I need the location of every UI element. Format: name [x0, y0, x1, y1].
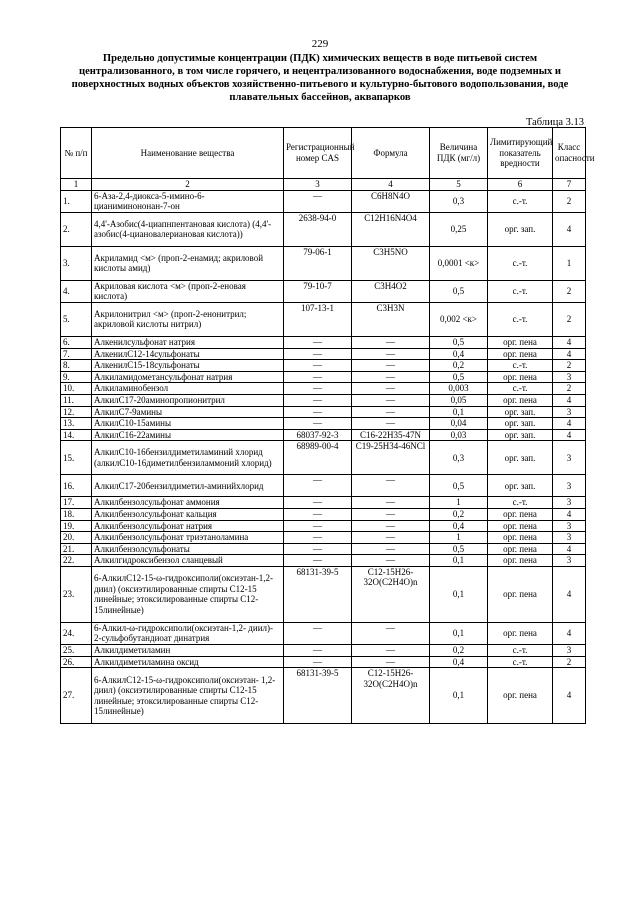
table-row	[61, 429, 586, 441]
column-number: 1	[61, 179, 92, 191]
pdk-value: 0,2	[430, 508, 488, 520]
substance-name: 6-Аза-2,4-диокса-5-имино-6-цианиминононан-7-он	[92, 190, 284, 212]
row-number: 14.	[61, 429, 92, 441]
limiting-indicator: орг. пена	[488, 566, 553, 622]
header-pdk: Величина ПДК (мг/л)	[430, 128, 488, 179]
chemical-formula: C6H8N4O	[352, 190, 430, 212]
pdk-value: 1	[430, 497, 488, 509]
column-number: 4	[352, 179, 430, 191]
row-number: 6.	[61, 336, 92, 348]
pdk-value: 0,5	[430, 371, 488, 383]
chemical-formula: C12-15H26-32O(C2H4O)n	[352, 668, 430, 724]
table-row	[61, 406, 586, 418]
cas-number: —	[284, 336, 352, 348]
cas-number: 68131-39-5	[284, 668, 352, 724]
hazard-class: 2	[553, 656, 586, 668]
substance-name: АлкилС17-20аминопропионитрил	[92, 394, 284, 406]
limiting-indicator: орг. пена	[488, 543, 553, 555]
header-formula: Формула	[352, 128, 430, 179]
cas-number: 79-06-1	[284, 246, 352, 280]
substance-name: Алкилгидроксибензол сланцевый	[92, 555, 284, 567]
header-num: № п/п	[61, 128, 92, 179]
chemical-formula: —	[352, 532, 430, 544]
pdk-value: 0,0001 <к>	[430, 246, 488, 280]
limiting-indicator: орг. зап.	[488, 429, 553, 441]
substance-name: Алкилдиметиламина оксид	[92, 656, 284, 668]
row-number: 21.	[61, 543, 92, 555]
table-row	[61, 656, 586, 668]
cas-number: —	[284, 645, 352, 657]
pdk-value: 0,002 <к>	[430, 302, 488, 336]
pdk-value: 0,5	[430, 543, 488, 555]
chemical-formula: —	[352, 336, 430, 348]
header-cas: Регистрационный номер CAS	[284, 128, 352, 179]
row-number: 15.	[61, 441, 92, 475]
substance-name: Акриламид <м> (проп-2-енамид; акриловой кислоты амид)	[92, 246, 284, 280]
chemical-formula: C19-25H34-46NCl	[352, 441, 430, 475]
table-row	[61, 566, 586, 622]
limiting-indicator: с.-т.	[488, 497, 553, 509]
substance-name: Алкиламинобензол	[92, 383, 284, 395]
row-number: 5.	[61, 302, 92, 336]
row-number: 27.	[61, 668, 92, 724]
row-number: 3.	[61, 246, 92, 280]
substance-name: Алкилбензолсульфонат кальция	[92, 508, 284, 520]
hazard-class: 4	[553, 668, 586, 724]
table-row	[61, 302, 586, 336]
limiting-indicator: с.-т.	[488, 645, 553, 657]
cas-number: 79-10-7	[284, 280, 352, 302]
chemical-formula: —	[352, 406, 430, 418]
pdk-value: 0,1	[430, 622, 488, 644]
substance-name: 6-Алкил-ω-гидроксиполи(оксиэтан-1,2- диил)- 2-сульфобутандиоат динатрия	[92, 622, 284, 644]
substance-name: Алкиламидометансульфонат натрия	[92, 371, 284, 383]
row-number: 7.	[61, 348, 92, 360]
hazard-class: 4	[553, 348, 586, 360]
row-number: 25.	[61, 645, 92, 657]
substance-name: АлкилС16-22амины	[92, 429, 284, 441]
hazard-class: 2	[553, 302, 586, 336]
header-limit: Лимитирующий показатель вредности	[488, 128, 553, 179]
substance-name: АлкилС17-20бензилдиметил-аминийхлорид	[92, 475, 284, 497]
chemical-formula: —	[352, 543, 430, 555]
substance-name: 6-АлкилС12-15-ω-гидроксиполи(оксиэтан- 1,2-диил) (оксиэтилированные спирты С12-15 линейные; этоксилированные спирты С12-15линейные)	[92, 668, 284, 724]
row-number: 17.	[61, 497, 92, 509]
limiting-indicator: орг. пена	[488, 371, 553, 383]
limiting-indicator: орг. зап.	[488, 406, 553, 418]
chemical-formula: —	[352, 383, 430, 395]
row-number: 2.	[61, 212, 92, 246]
header-class: Класс опасности	[553, 128, 586, 179]
pdk-value: 0,1	[430, 668, 488, 724]
table-row	[61, 280, 586, 302]
cas-number: —	[284, 383, 352, 395]
chemical-formula: —	[352, 656, 430, 668]
cas-number: —	[284, 418, 352, 430]
hazard-class: 3	[553, 371, 586, 383]
limiting-indicator: с.-т.	[488, 246, 553, 280]
limiting-indicator: орг. пена	[488, 622, 553, 644]
substance-name: Алкенилсульфонат натрия	[92, 336, 284, 348]
table-label: Таблица 3.13	[525, 117, 584, 128]
substance-name: АлкилС10-15амины	[92, 418, 284, 430]
hazard-class: 4	[553, 394, 586, 406]
table-row	[61, 190, 586, 212]
hazard-class: 4	[553, 212, 586, 246]
limiting-indicator: с.-т.	[488, 383, 553, 395]
chemical-formula: —	[352, 394, 430, 406]
hazard-class: 3	[553, 532, 586, 544]
cas-number: 68989-00-4	[284, 441, 352, 475]
chemical-formula: C3H5NO	[352, 246, 430, 280]
pdk-value: 0,25	[430, 212, 488, 246]
row-number: 23.	[61, 566, 92, 622]
chemical-formula: C12-15H26-32O(C2H4O)n	[352, 566, 430, 622]
cas-number: —	[284, 555, 352, 567]
hazard-class: 4	[553, 622, 586, 644]
table-row	[61, 668, 586, 724]
pdk-value: 0,3	[430, 190, 488, 212]
row-number: 24.	[61, 622, 92, 644]
row-number: 4.	[61, 280, 92, 302]
table-row	[61, 508, 586, 520]
page-title: Предельно допустимые концентрации (ПДК) химических веществ в воде питьевой систем централизованного, в том числе горячего, и нецентрализованного водоснабжения, воде подземных и поверхностных водных объектов хозяйственно-питьевого и культурно-бытового водопользования, воде плавательных бассейнов, аквапарков	[71, 53, 569, 103]
substance-name: Акриловая кислота <м> (проп-2-еновая кислота)	[92, 280, 284, 302]
limiting-indicator: с.-т.	[488, 190, 553, 212]
table-row	[61, 532, 586, 544]
table-row	[61, 441, 586, 475]
hazard-class: 4	[553, 508, 586, 520]
pdk-value: 0,03	[430, 429, 488, 441]
table-row	[61, 520, 586, 532]
pdk-value: 0,4	[430, 520, 488, 532]
cas-number: —	[284, 371, 352, 383]
table-row	[61, 360, 586, 372]
substance-name: Алкилбензолсульфонат триэтаноламина	[92, 532, 284, 544]
hazard-class: 3	[553, 645, 586, 657]
table-row	[61, 348, 586, 360]
chemical-formula: —	[352, 475, 430, 497]
chemical-formula: —	[352, 418, 430, 430]
table-row	[61, 497, 586, 509]
hazard-class: 4	[553, 566, 586, 622]
limiting-indicator: с.-т.	[488, 656, 553, 668]
column-number: 2	[92, 179, 284, 191]
chemical-formula: C16-22H35-47N	[352, 429, 430, 441]
column-number: 5	[430, 179, 488, 191]
table-header-row	[61, 128, 586, 179]
hazard-class: 3	[553, 475, 586, 497]
pdk-value: 0,1	[430, 566, 488, 622]
row-number: 1.	[61, 190, 92, 212]
hazard-class: 4	[553, 418, 586, 430]
pdk-value: 0,1	[430, 406, 488, 418]
row-number: 11.	[61, 394, 92, 406]
hazard-class: 4	[553, 429, 586, 441]
chemical-formula: —	[352, 555, 430, 567]
substance-name: АлкилС10-16бензилдиметиламиний хлорид (алкилС10-16диметилбензиламмоний хлорид)	[92, 441, 284, 475]
chemical-formula: —	[352, 348, 430, 360]
hazard-class: 2	[553, 190, 586, 212]
chemical-formula: C12H16N4O4	[352, 212, 430, 246]
cas-number: —	[284, 656, 352, 668]
limiting-indicator: орг. пена	[488, 336, 553, 348]
cas-number: —	[284, 508, 352, 520]
pdk-value: 0,05	[430, 394, 488, 406]
limiting-indicator: орг. зап.	[488, 418, 553, 430]
table-row	[61, 212, 586, 246]
cas-number: —	[284, 406, 352, 418]
hazard-class: 3	[553, 555, 586, 567]
substance-name: 6-АлкилС12-15-ω-гидроксиполи(оксиэтан-1,2- диил) (оксиэтилированные спирты С12-15 линейные; этоксилированные спирты С12-15линейные)	[92, 566, 284, 622]
limiting-indicator: орг. пена	[488, 668, 553, 724]
limiting-indicator: орг. пена	[488, 555, 553, 567]
hazard-class: 1	[553, 246, 586, 280]
hazard-class: 2	[553, 280, 586, 302]
chemical-formula: —	[352, 645, 430, 657]
limiting-indicator: орг. пена	[488, 520, 553, 532]
pdk-value: 0,4	[430, 656, 488, 668]
hazard-class: 4	[553, 336, 586, 348]
table-row	[61, 394, 586, 406]
pdk-value: 0,5	[430, 280, 488, 302]
pdk-value: 0,003	[430, 383, 488, 395]
cas-number: —	[284, 543, 352, 555]
column-number-row	[61, 179, 586, 191]
cas-number: —	[284, 190, 352, 212]
cas-number: —	[284, 532, 352, 544]
limiting-indicator: с.-т.	[488, 280, 553, 302]
limiting-indicator: с.-т.	[488, 360, 553, 372]
row-number: 20.	[61, 532, 92, 544]
chemical-formula: C3H4O2	[352, 280, 430, 302]
table-row	[61, 336, 586, 348]
hazard-class: 2	[553, 383, 586, 395]
hazard-class: 2	[553, 360, 586, 372]
table-row	[61, 418, 586, 430]
limiting-indicator: с.-т.	[488, 302, 553, 336]
cas-number: —	[284, 622, 352, 644]
row-number: 16.	[61, 475, 92, 497]
table-row	[61, 246, 586, 280]
pdk-value: 1	[430, 532, 488, 544]
limiting-indicator: орг. пена	[488, 532, 553, 544]
chemical-formula: —	[352, 371, 430, 383]
limiting-indicator: орг. пена	[488, 348, 553, 360]
pdk-value: 0,5	[430, 336, 488, 348]
row-number: 12.	[61, 406, 92, 418]
hazard-class: 3	[553, 497, 586, 509]
table-row	[61, 645, 586, 657]
pdk-value: 0,1	[430, 555, 488, 567]
cas-number: 107-13-1	[284, 302, 352, 336]
row-number: 22.	[61, 555, 92, 567]
limiting-indicator: орг. зап.	[488, 441, 553, 475]
substance-name: Акрилонитрил <м> (проп-2-енонитрил; акриловой кислоты нитрил)	[92, 302, 284, 336]
cas-number: 68131-39-5	[284, 566, 352, 622]
cas-number: —	[284, 394, 352, 406]
cas-number: —	[284, 475, 352, 497]
pdk-value: 0,4	[430, 348, 488, 360]
substance-name: Алкилбензолсульфонаты	[92, 543, 284, 555]
pdk-value: 0,04	[430, 418, 488, 430]
row-number: 26.	[61, 656, 92, 668]
column-number: 7	[553, 179, 586, 191]
table-row	[61, 475, 586, 497]
limiting-indicator: орг. пена	[488, 508, 553, 520]
pdk-table	[60, 127, 595, 724]
cas-number: 2638-94-0	[284, 212, 352, 246]
hazard-class: 3	[553, 520, 586, 532]
table-row	[61, 371, 586, 383]
substance-name: Алкилбензолсульфонат аммония	[92, 497, 284, 509]
substance-name: АлкенилС15-18сульфонаты	[92, 360, 284, 372]
cas-number: —	[284, 348, 352, 360]
table-row	[61, 555, 586, 567]
hazard-class: 3	[553, 441, 586, 475]
hazard-class: 3	[553, 406, 586, 418]
cas-number: 68037-92-3	[284, 429, 352, 441]
row-number: 10.	[61, 383, 92, 395]
row-number: 9.	[61, 371, 92, 383]
hazard-class: 4	[553, 543, 586, 555]
substance-name: Алкилбензолсульфонат натрия	[92, 520, 284, 532]
row-number: 18.	[61, 508, 92, 520]
pdk-value: 0,2	[430, 360, 488, 372]
header-name: Наименование вещества	[92, 128, 284, 179]
table-row	[61, 383, 586, 395]
substance-name: Алкилдиметиламин	[92, 645, 284, 657]
chemical-formula: —	[352, 622, 430, 644]
substance-name: АлкилС7-9амины	[92, 406, 284, 418]
row-number: 19.	[61, 520, 92, 532]
row-number: 8.	[61, 360, 92, 372]
substance-name: АлкенилС12-14сульфонаты	[92, 348, 284, 360]
pdk-value: 0,2	[430, 645, 488, 657]
chemical-formula: —	[352, 508, 430, 520]
cas-number: —	[284, 497, 352, 509]
table-row	[61, 622, 586, 644]
table-row	[61, 543, 586, 555]
limiting-indicator: орг. зап.	[488, 475, 553, 497]
column-number: 6	[488, 179, 553, 191]
column-number: 3	[284, 179, 352, 191]
substance-name: 4,4'-Азобис(4-циапнпентановая кислота) (4,4'- азобис(4-циановалериановая кислота))	[92, 212, 284, 246]
limiting-indicator: орг. зап.	[488, 212, 553, 246]
row-number: 13.	[61, 418, 92, 430]
chemical-formula: —	[352, 520, 430, 532]
cas-number: —	[284, 520, 352, 532]
page-number: 229	[311, 38, 329, 50]
chemical-formula: —	[352, 497, 430, 509]
chemical-formula: —	[352, 360, 430, 372]
pdk-value: 0,5	[430, 475, 488, 497]
cas-number: —	[284, 360, 352, 372]
pdk-value: 0,3	[430, 441, 488, 475]
limiting-indicator: орг. пена	[488, 394, 553, 406]
chemical-formula: C3H3N	[352, 302, 430, 336]
